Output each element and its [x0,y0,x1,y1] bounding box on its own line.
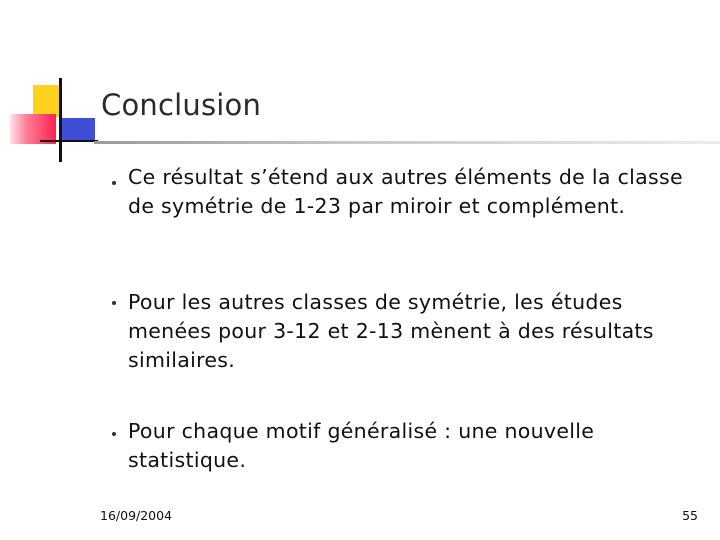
logo-vertical-line [59,78,62,162]
footer-date: 16/09/2004 [100,508,173,523]
logo-blue-square [59,118,95,140]
bullet-dot [112,181,116,185]
title-underline-rule [94,141,720,144]
bullet-dot [112,301,116,305]
slide-logo-graphic [0,0,110,170]
slide-title: Conclusion [101,88,262,122]
bullet-item-3: Pour chaque motif généralisé : une nouvelle statistique. [128,419,595,472]
bullet-item-1: Ce résultat s’étend aux autres éléments de la classe de symétrie de 1-23 par miroir et complément. [128,165,683,218]
page-number: 55 [682,508,698,523]
bullet-dot [112,432,116,436]
logo-yellow-square [33,85,61,117]
bullet-item-2: Pour les autres classes de symétrie, les études menées pour 3-12 et 2-13 mènent à des résultats similaires. [128,290,654,372]
logo-horizontal-line [40,140,98,142]
